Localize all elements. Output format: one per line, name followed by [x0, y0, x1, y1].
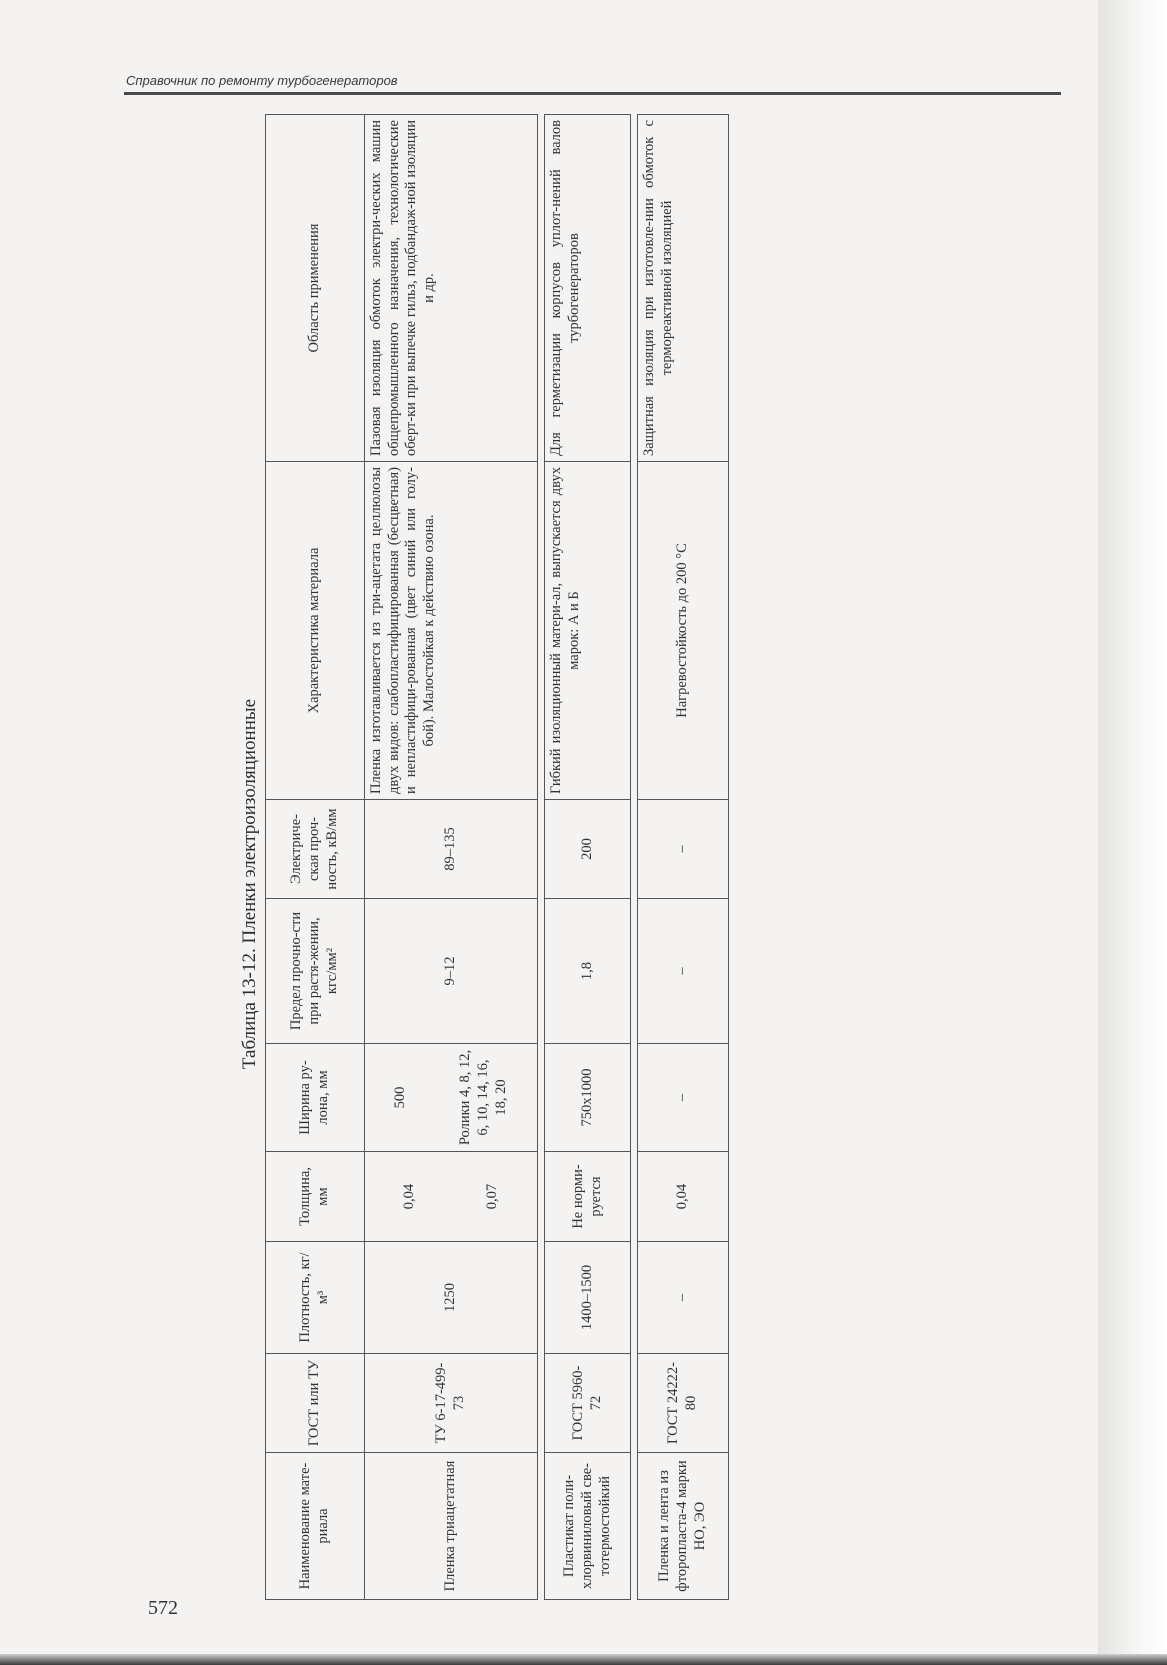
rotated-table-wrapper — [265, 115, 729, 1600]
running-header: Справочник по ремонту турбогенераторов — [126, 73, 398, 88]
table-caption: Таблица 13-12. Пленки электроизоляционные — [239, 698, 260, 1070]
header-rule — [124, 92, 1061, 95]
cell-dielectric: 200 — [544, 800, 631, 899]
cell-characteristic: Пленка изготавливается из три-ацетата целлюлозы двух видов: слабопластифицированная (бесцветная) и непластифици-рованная (цвет синий или голу-бой). Малостойкая к действию озона. — [365, 462, 538, 800]
cell-density: 1400–1500 — [544, 1242, 631, 1354]
cell-width: – — [637, 1044, 728, 1152]
width-value: Ролики 4, 8, 12, 6, 10, 14, 16, 18, 20 — [457, 1049, 509, 1146]
col-header-application: Область применения — [266, 115, 365, 462]
cell-thickness: 0,04 — [637, 1152, 728, 1242]
cell-density: – — [637, 1242, 728, 1354]
page-edge-shadow — [1098, 0, 1167, 1665]
col-header-width: Ширина ру-лона, мм — [266, 1044, 365, 1152]
col-header-thickness: Толщина, мм — [266, 1152, 365, 1242]
cell-application: Пазовая изоляция обмоток электри-ческих машин общепромышленного назначения, технологические оберт-ки при выпечке гильз, подбандаж-ной изоляции и др. — [365, 115, 538, 462]
cell-tensile: 1,8 — [544, 899, 631, 1044]
cell-name: Пленка триацетатная — [365, 1453, 538, 1600]
cell-characteristic: Гибкий изоляционный матери-ал, выпускается двух марок: А и Б — [544, 462, 631, 800]
cell-density: 1250 — [365, 1242, 538, 1354]
header-row — [266, 115, 365, 1600]
cell-application: Для герметизации корпусов уплот-нений валов турбогенераторов — [544, 115, 631, 462]
scan-bottom-edge — [0, 1654, 1167, 1665]
cell-tensile: – — [637, 899, 728, 1044]
cell-standard: ГОСТ 24222-80 — [637, 1354, 728, 1453]
col-header-characteristic: Характеристика материала — [266, 462, 365, 800]
cell-name: Пластикат поли-хлорвиниловый све-тотермостойкий — [544, 1453, 631, 1600]
insulation-films-table — [265, 114, 729, 1600]
col-header-density: Плотность, кг/м³ — [266, 1242, 365, 1354]
cell-application: Защитная изоляция при изготовле-нии обмоток с термореактивной изоляцией — [637, 115, 728, 462]
thickness-pair — [368, 1157, 534, 1236]
page-number: 572 — [148, 1597, 178, 1619]
cell-thickness — [365, 1152, 538, 1242]
cell-standard: ТУ 6-17-499-73 — [365, 1354, 538, 1453]
col-header-name: Наименование мате-риала — [266, 1453, 365, 1600]
col-header-tensile: Предел прочно-сти при растя-жении, кгс/мм² — [266, 899, 365, 1044]
cell-dielectric: 89–135 — [365, 800, 538, 899]
cell-standard: ГОСТ 5960-72 — [544, 1354, 631, 1453]
cell-tensile: 9–12 — [365, 899, 538, 1044]
cell-thickness: Не норми-руется — [544, 1152, 631, 1242]
cell-dielectric: – — [637, 800, 728, 899]
col-header-standard: ГОСТ или ТУ — [266, 1354, 365, 1453]
width-pair — [368, 1049, 534, 1146]
cell-characteristic: Нагревостойкость до 200 °С — [637, 462, 728, 800]
thickness-value: 0,04 — [400, 1183, 417, 1210]
cell-width: 750х1000 — [544, 1044, 631, 1152]
cell-name: Пленка и лента из фторопласта-4 марки НО, ЭО — [637, 1453, 728, 1600]
table-row — [365, 115, 538, 1600]
thickness-value: 0,07 — [483, 1183, 500, 1210]
table-row — [637, 115, 728, 1600]
cell-width — [365, 1044, 538, 1152]
col-header-dielectric: Электриче-ская проч-ность, кВ/мм — [266, 800, 365, 899]
table-row — [544, 115, 631, 1600]
width-value: 500 — [391, 1086, 408, 1109]
